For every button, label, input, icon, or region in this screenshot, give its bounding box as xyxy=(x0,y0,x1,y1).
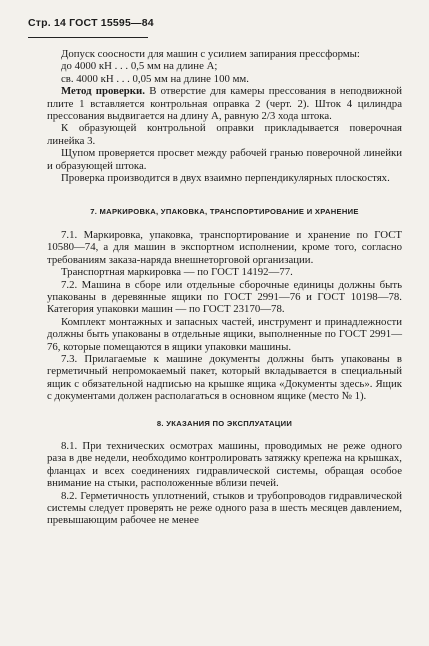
paragraph-7-3: 7.3. Прилагаемые к машине документы должны быть упакованы в герметичный непромокаемый пакет, который вкладывается в специальный ящик с обязательной надписью на крышке ящика «Документы здесь». Ящик с документами должен располагаться в основном ящике (место № 1). xyxy=(47,352,402,403)
test-method-paragraph xyxy=(47,85,402,122)
paragraph-8-1: 8.1. При технических осмотрах машины, проводимых не реже одного раза в две недели, необходимо контролировать затяжку крепежа на крышках, фланцах и всех соединениях гидравлической системы, обращая особое внимание на стыки, расположенные вблизи печей. xyxy=(47,439,402,490)
page-header: Стр. 14 ГОСТ 15595—84 xyxy=(28,17,154,29)
section-7-heading: 7. МАРКИРОВКА, УПАКОВКА, ТРАНСПОРТИРОВАНИЕ И ХРАНЕНИЕ xyxy=(90,207,359,217)
feeler-gauge-paragraph: Щупом проверяется просвет между рабочей гранью поверочной линейки и образующей штока. xyxy=(47,147,402,172)
test-method-label: Метод проверки. xyxy=(61,85,145,98)
header-rule xyxy=(28,37,148,38)
paragraph-7-2: 7.2. Машина в сборе или отдельные сборочные единицы должны быть упакованы в деревянные ящики по ГОСТ 2991—76 и ГОСТ 10198—78. Категория упаковки машин — по ГОСТ 23170—78. xyxy=(47,278,402,316)
paragraph-7-1-marking: Транспортная маркировка — по ГОСТ 14192—77. xyxy=(61,266,293,279)
paragraph-7-2-parts: Комплект монтажных и запасных частей, инструмент и принадлежности должны быть упакованы в отдельные ящики, выполненные по ГОСТ 2991—76, которые помещаются в ящики упаковки машины. xyxy=(47,315,402,353)
alignment-tolerance-intro: Допуск соосности для машин с усилием запирания прессформы: xyxy=(61,48,360,60)
test-method-text: В отверстие для камеры прессования в неподвижной плите 1 вставляется контрольная оправка 2 (черт. 2). Шток 4 цилиндра прессования выдвигается на длину А, равную 2/3 хода штока. xyxy=(47,85,403,123)
tolerance-line-2: св. 4000 кН . . . 0,05 мм на длине 100 мм. xyxy=(61,72,249,85)
paragraph-8-2: 8.2. Герметичность уплотнений, стыков и трубопроводов гидравлической системы следует проверять не реже одного раза в шесть месяцев давлением, превышающим рабочее не менее xyxy=(47,489,402,527)
planes-paragraph: Проверка производится в двух взаимно перпендикулярных плоскостях. xyxy=(61,172,390,185)
section-8-heading: 8. УКАЗАНИЯ ПО ЭКСПЛУАТАЦИИ xyxy=(156,418,293,428)
page-content xyxy=(47,48,402,527)
paragraph-7-1: 7.1. Маркировка, упаковка, транспортирование и хранение по ГОСТ 10580—74, а для машин в экспортном исполнении, кроме того, согласно требованиям заказа-наряда внешнеторговой организации. xyxy=(47,228,402,266)
straightedge-paragraph: К образующей контрольной оправки прикладывается поверочная линейка 3. xyxy=(47,122,402,147)
tolerance-line-1: до 4000 кН . . . 0,5 мм на длине А; xyxy=(61,60,218,73)
